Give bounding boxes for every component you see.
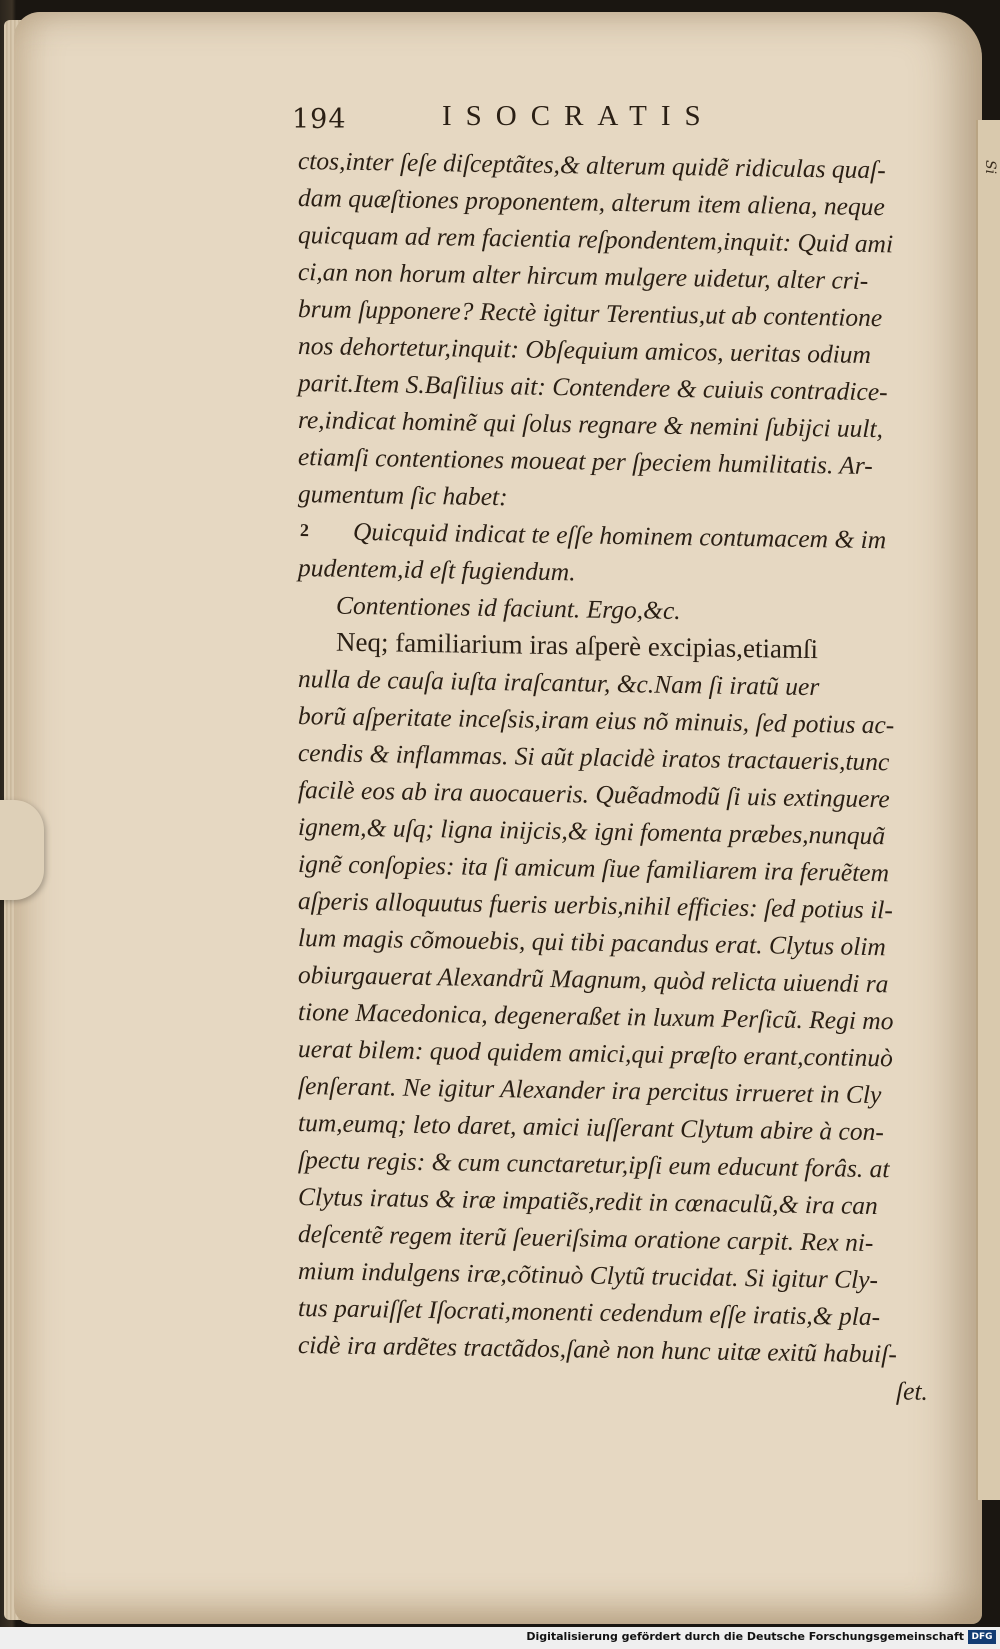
text-line: nos dehortetur,inquit: Obſequium amicos, ueritas odium (297, 331, 872, 369)
lemma-line: Neq; familiarium iras aſperè excipias,etiamſi (335, 626, 819, 665)
footer-bar (0, 1627, 1000, 1649)
facing-page-edge (976, 120, 1000, 1500)
text-line: etiamſi contentiones moueat per ſpeciem humilitatis. Ar- (297, 442, 873, 481)
text-line: Clytus iratus & iræ impatiẽs,redit in cœnaculũ,& ira can (297, 1182, 879, 1221)
text-line: ſenſerant. Ne igitur Alexander ira percitus irrueret in Cly (297, 1071, 882, 1110)
text-line: deſcentẽ regem iterũ ſeueriſsima oratione carpit. Rex ni- (297, 1219, 874, 1258)
facing-page-text: Si (982, 160, 998, 175)
page-tab (0, 800, 44, 900)
text-line: pudentem,id eſt fugiendum. (297, 553, 576, 587)
text-line: ignẽ conſopies: ita ſi amicum ſiue familiarem ira feruẽtem (297, 849, 890, 888)
text-line: Contentiones id faciunt. Ergo,&c. (335, 590, 681, 626)
text-line: gumentum ſic habet: (297, 479, 508, 512)
text-line: borũ aſperitate inceſsis,iram eius nõ minuis, ſed potius ac- (297, 701, 895, 740)
text-line: cidè ira ardẽtes tractãdos,ſanè non hunc uitæ exitũ habuiſ- (297, 1330, 898, 1369)
funding-credit: Digitalisierung gefördert durch die Deutsche Forschungsgemeinschaft (526, 1630, 964, 1643)
text-line: aſperis alloquutus fueris uerbis,nihil efficies: ſed potius il- (297, 886, 894, 925)
text-line: parit.Item S.Baſilius ait: Contendere & cuiuis contradice- (297, 368, 888, 407)
page-header (292, 100, 912, 140)
line-number-marker: 2 (299, 520, 310, 541)
text-line: ignem,& uſq; ligna inijcis,& igni fomenta præbes,nunquã (297, 812, 886, 851)
page-number: 194 (292, 104, 347, 135)
catchword-line: ſet. (895, 1376, 929, 1406)
text-line: nulla de cauſa iuſta iraſcantur, &c.Nam ſi iratũ uer (297, 664, 820, 702)
text-line: tus paruiſſet Iſocrati,monenti cedendum eſſe iratis,& pla- (297, 1293, 881, 1332)
text-line: re,indicat hominẽ qui ſolus regnare & nemini ſubijci uult, (297, 405, 884, 444)
text-line: tione Macedonica, degeneraßet in luxum Perſicũ. Regi mo (297, 997, 894, 1036)
text-line: brum ſupponere? Rectè igitur Terentius,ut ab contentione (297, 294, 883, 333)
dfg-logo: DFG (968, 1630, 996, 1644)
text-line: dam quæſtiones proponentem, alterum item aliena, neque (297, 183, 886, 222)
text-line: ctos,inter ſeſe diſceptãtes,& alterum quidẽ ridiculas quaſ- (297, 146, 886, 185)
text-line: mium indulgens iræ,cõtinuò Clytũ trucidat. Si igitur Cly- (297, 1256, 879, 1295)
text-line: ci,an non horum alter hircum mulgere uidetur, alter cri- (297, 257, 869, 295)
text-line: facilè eos ab ira auocaueris. Quẽadmodũ ſi uis extinguere (297, 775, 890, 814)
text-line: cendis & inflammas. Si aũt placidè iratos tractaueris,tunc (297, 738, 890, 777)
text-line: quicquam ad rem facientia reſpondentem,inquit: Quid ami (297, 220, 894, 259)
running-title: ISOCRATIS (442, 100, 715, 132)
text-line: obiurgauerat Alexandrũ Magnum, quòd relicta uiuendi ra (297, 960, 889, 999)
text-line: lum magis cõmouebis, qui tibi pacandus erat. Clytus olim (297, 923, 887, 962)
text-line: ſpectu regis: & cum cunctaretur,ipſi eum educunt forâs. at (297, 1145, 890, 1184)
text-line: uerat bilem: quod quidem amici,qui præſto erant,continuò (297, 1034, 894, 1073)
text-line: tum,eumq; leto daret, amici iuſſerant Clytum abire à con- (297, 1108, 885, 1147)
body-text (297, 142, 938, 1406)
text-line-content: Quicquid indicat te eſſe hominem contumacem & im (352, 516, 887, 555)
